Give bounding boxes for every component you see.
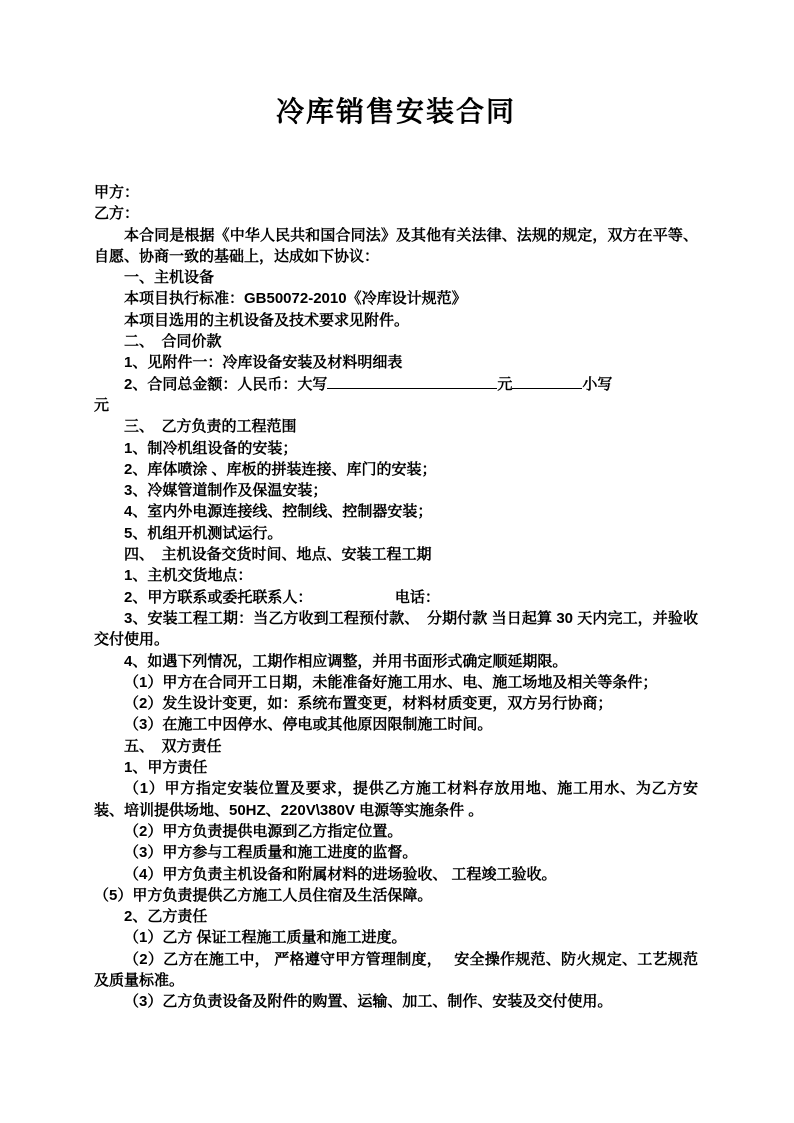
paragraph <box>94 651 698 672</box>
paragraph <box>94 949 698 992</box>
text-run: 本项目选用的主机设备及技术要求见附件。 <box>124 311 410 329</box>
text-run: 三、 乙方负责的工程范围 <box>124 418 297 436</box>
text-run: 二、 合同价款 <box>124 333 222 351</box>
paragraph <box>94 374 698 395</box>
text-run: 2、甲方联系或委托联系人： 电话： <box>124 588 440 606</box>
paragraph <box>94 480 698 501</box>
text-run: 2、库体喷涂 、库板的拼装连接、库门的安装； <box>124 460 437 478</box>
text-run: （2）乙方在施工中， 严格遵守甲方管理制度， 安全操作规范、防火规定、工艺规范及质量标准。 <box>94 950 698 989</box>
fill-in-blank-line <box>327 387 497 389</box>
text-run: 4、室内外电源连接线、控制线、控制器安装； <box>124 503 433 521</box>
paragraph <box>94 927 698 948</box>
text-run: （1）乙方 保证工程施工质量和施工进度。 <box>124 929 407 947</box>
text-run: 2、乙方责任 <box>124 908 208 926</box>
paragraph <box>94 778 698 821</box>
text-run: 一、主机设备 <box>124 269 215 287</box>
paragraph <box>94 842 698 863</box>
paragraph <box>94 821 698 842</box>
paragraph <box>94 182 698 203</box>
paragraph <box>94 523 698 544</box>
text-run: （1）甲方指定安装位置及要求，提供乙方施工材料存放用地、施工用水、为乙方安装、培训提供场地、50HZ、220V\380V 电源等实施条件 。 <box>94 780 698 819</box>
paragraph <box>94 288 698 309</box>
paragraph <box>94 565 698 586</box>
paragraph <box>94 608 698 651</box>
text-run: 1、见附件一：冷库设备安装及材料明细表 <box>124 354 403 372</box>
paragraph <box>94 864 698 885</box>
text-run: 乙方： <box>94 205 140 223</box>
document-body <box>94 182 698 1013</box>
text-run: 2、合同总金额：人民币：大写 <box>124 375 328 393</box>
text-run: 1、主机交货地点： <box>124 567 253 585</box>
paragraph <box>94 991 698 1012</box>
paragraph <box>94 885 698 906</box>
paragraph <box>94 395 698 416</box>
document-title: 冷库销售安装合同 <box>275 96 516 127</box>
text-run: 1、甲方责任 <box>124 759 208 777</box>
fill-in-blank-line <box>512 387 582 389</box>
text-run: 小写 <box>582 375 613 393</box>
text-run: （3）乙方负责设备及附件的购置、运输、加工、制作、安装及交付使用。 <box>124 993 613 1011</box>
text-run: 3、冷媒管道制作及保温安装； <box>124 482 328 500</box>
paragraph <box>94 438 698 459</box>
paragraph <box>94 544 698 565</box>
paragraph <box>94 757 698 778</box>
paragraph <box>94 501 698 522</box>
text-run: （5）甲方负责提供乙方施工人员住宿及生活保障。 <box>94 886 433 904</box>
text-run: 元 <box>94 396 110 414</box>
text-run: （2）发生设计变更，如：系统布置变更，材料材质变更，双方另行协商； <box>124 695 613 713</box>
paragraph <box>94 459 698 480</box>
paragraph <box>94 714 698 735</box>
text-run: 1、制冷机组设备的安装； <box>124 439 298 457</box>
paragraph <box>94 225 698 268</box>
text-run: 5、机组开机测试运行。 <box>124 524 283 542</box>
paragraph <box>94 352 698 373</box>
paragraph <box>94 267 698 288</box>
paragraph <box>94 310 698 331</box>
paragraph <box>94 331 698 352</box>
paragraph <box>94 672 698 693</box>
text-run: （3）甲方参与工程质量和施工进度的监督。 <box>124 844 418 862</box>
paragraph <box>94 736 698 757</box>
text-run: 3、安装工程工期：当乙方收到工程预付款、 分期付款 当日起算 30 天内完工，并验收交付使用。 <box>94 609 698 649</box>
text-run: 五、 双方责任 <box>124 737 222 755</box>
text-run: 4、如遇下列情况，工期作相应调整，并用书面形式确定顺延期限。 <box>124 652 568 670</box>
paragraph <box>94 203 698 224</box>
text-run: 四、 主机设备交货时间、地点、安装工程工期 <box>124 546 432 564</box>
paragraph <box>94 693 698 714</box>
text-run: 甲方： <box>94 184 140 201</box>
text-run: 本项目执行标准：GB50072-2010《冷库设计规范》 <box>124 290 467 308</box>
text-run: （4）甲方负责主机设备和附属材料的进场验收、 工程竣工验收。 <box>124 865 557 883</box>
text-run: 本合同是根据《中华人民共和国合同法》及其他有关法律、法规的规定，双方在平等、自愿、协商一致的基础上，达成如下协议： <box>94 226 698 265</box>
paragraph <box>94 587 698 608</box>
text-run: （2）甲方负责提供电源到乙方指定位置。 <box>124 822 403 840</box>
text-run: （1）甲方在合同开工日期，未能准备好施工用水、电、施工场地及相关等条件； <box>124 673 658 691</box>
text-run: 元 <box>497 375 513 393</box>
text-run: （3）在施工中因停水、停电或其他原因限制施工时间。 <box>124 716 493 734</box>
paragraph <box>94 906 698 927</box>
paragraph <box>94 416 698 437</box>
